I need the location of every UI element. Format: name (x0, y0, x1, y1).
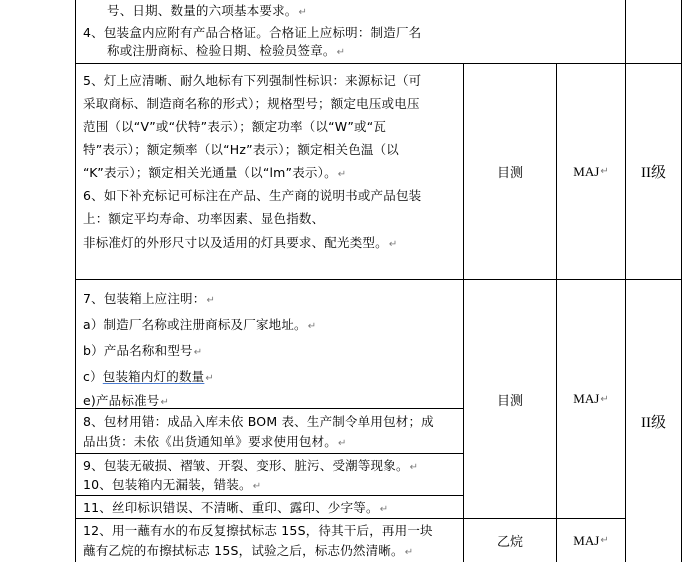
inspection-level: II级 (641, 165, 666, 181)
requirement-line: 8、包材用错：成品入库未依 BOM 表、生产制令单用包材；成 (83, 414, 434, 429)
requirement-line: 4、包装盒内应附有产品合格证。合格证上应标明：制造厂名 (83, 25, 422, 40)
severity-class: MAJ ↵ (573, 391, 609, 406)
severity-class: MAJ ↵ (573, 163, 609, 179)
requirement-line: 非标准灯的外形尺寸以及适用的灯具要求、配光类型。↵ (83, 235, 398, 250)
requirement-line: a）制造厂名称或注册商标及厂家地址。↵ (83, 317, 317, 332)
requirement-line: e)产品标准号↵ (83, 393, 170, 408)
requirement-line: 11、丝印标识错误、不清晰、重印、露印、少字等。↵ (83, 500, 389, 515)
requirement-line: 称或注册商标、检验日期、检验员签章。↵ (107, 43, 346, 58)
inspection-method: 乙烷 (496, 535, 523, 550)
requirement-line: 采取商标、制造商名称的形式）；规格型号；额定电压或电压 (83, 96, 420, 111)
requirement-line: 7、包装箱上应注明：↵ (83, 291, 216, 306)
requirement-line: 特”表示）；额定频率（以“Hz”表示）；额定相关色温（以 (83, 142, 399, 157)
sub-row-divider-11 (75, 495, 464, 496)
requirement-line: 上：额定平均寿命、功率因素、显色指数、 (83, 211, 325, 226)
severity-class: MAJ ↵ (573, 532, 609, 548)
requirement-line: 9、包装无破损、褶皱、开裂、变形、脏污、受潮等现象。↵ (83, 458, 419, 473)
requirement-line: 品出货：未依《出货通知单》要求使用包材。↵ (83, 434, 347, 449)
requirement-line: 5、灯上应清晰、耐久地标有下列强制性标识：来源标记（可 (83, 73, 422, 88)
requirement-line: 号、日期、数量的六项基本要求。↵ (107, 3, 308, 18)
table-border-left (75, 0, 76, 562)
sub-row-divider-9 (75, 453, 464, 454)
requirement-line: 蘸有乙烷的布擦拭标志 15S，试验之后，标志仍然清晰。↵ (83, 543, 414, 558)
inspection-method: 目测 (496, 393, 523, 409)
requirement-line: 12、用一蘸有水的布反复擦拭标志 15S，待其干后，再用一块 (83, 523, 433, 538)
inspection-level: II级 (641, 414, 666, 431)
table-border-right (681, 0, 682, 562)
requirement-line: “K”表示）；额定相关光通量（以“lm”表示）。↵ (83, 165, 347, 180)
inspection-method: 目测 (496, 166, 523, 181)
requirement-line: 范围（以“V”或“伏特”表示）；额定功率（以“W”或“瓦 (83, 119, 387, 134)
requirement-line: 6、如下补充标记可标注在产品、生产商的说明书或产品包装 (83, 188, 422, 203)
requirement-line: b）产品名称和型号↵ (83, 343, 203, 358)
requirement-line: 10、包装箱内无漏装，错装。↵ (83, 477, 262, 492)
requirement-line: c）包装箱内灯的数量↵ (83, 369, 214, 384)
